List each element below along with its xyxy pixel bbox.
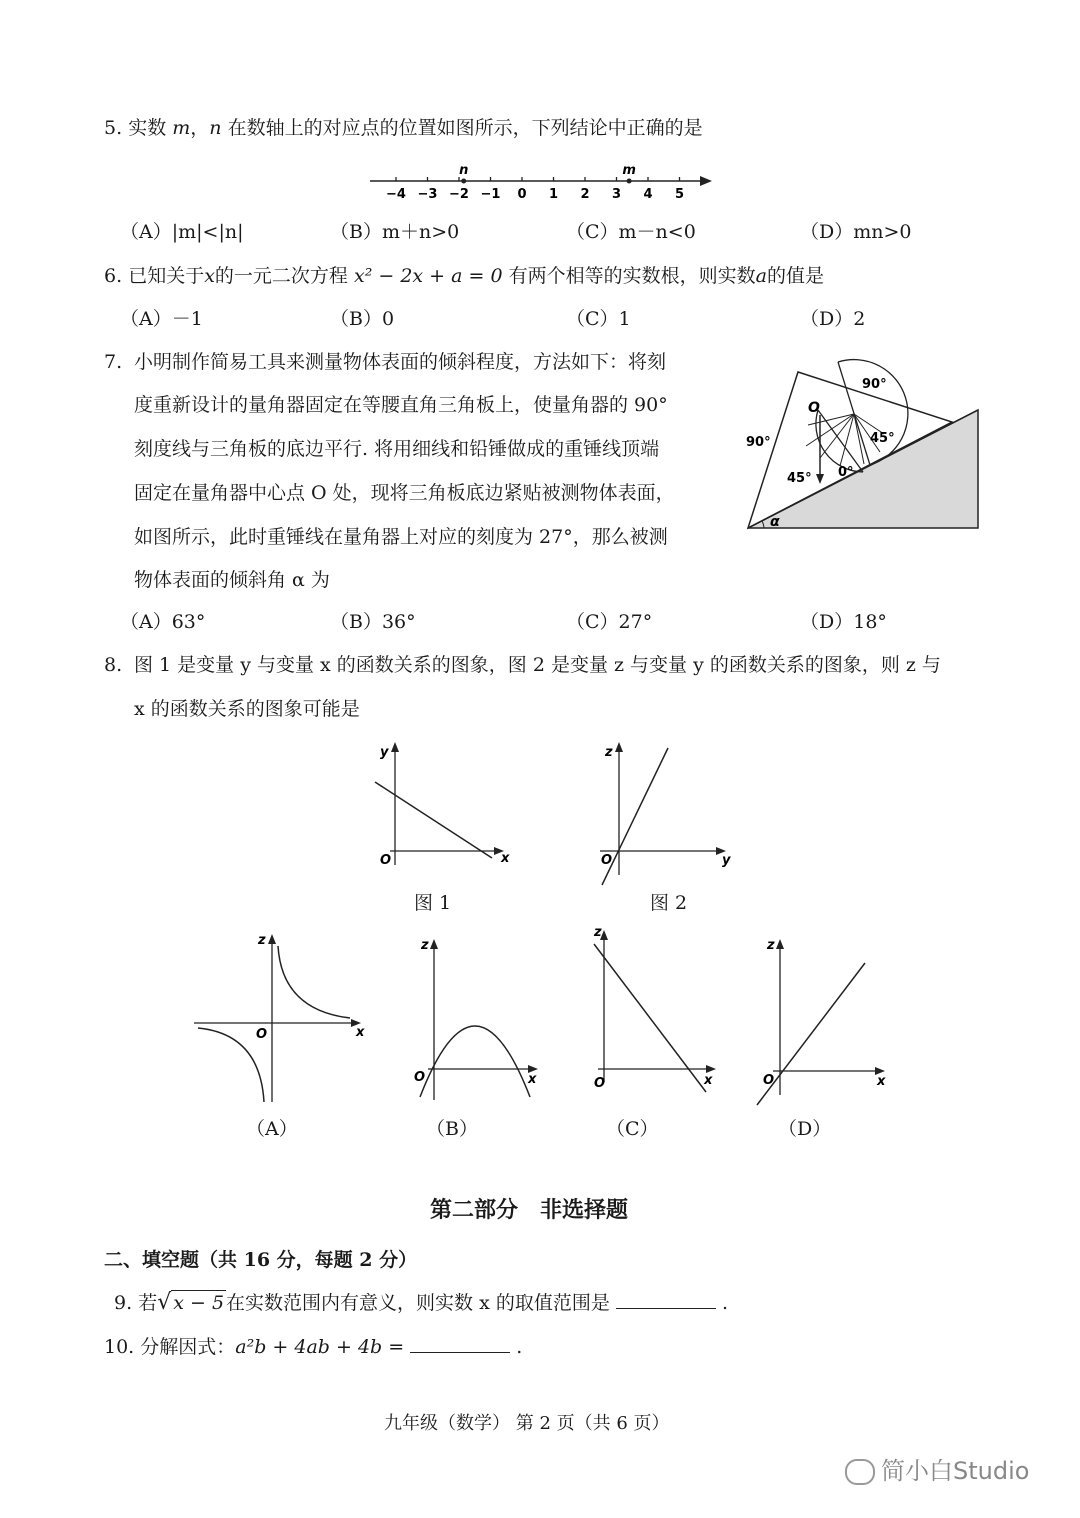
q5-number: 5. <box>104 117 123 139</box>
q6-stem-c: 有两个相等的实数根，则实数 <box>508 265 756 287</box>
q5-option-d: （D）mn>0 <box>800 221 912 243</box>
q7-number: 7. <box>104 351 123 373</box>
q8-fig2-origin: O <box>601 853 613 868</box>
q8-choice-b-caption: （B） <box>426 1118 478 1140</box>
q8-fig1-line <box>375 782 492 858</box>
q7-line-5: 如图所示，此时重锤线在量角器上对应的刻度为 27°，那么被测 <box>134 526 668 548</box>
q8-choice-a-curve-right <box>278 946 350 1018</box>
q8-choice-a-graph <box>190 930 375 1110</box>
q8-choice-c-xlabel: x <box>704 1073 713 1088</box>
q7-label-right: 45° <box>870 431 895 446</box>
q10-expr: a²b + 4ab + 4b = <box>235 1336 405 1358</box>
q8-choice-c-graph <box>588 922 728 1102</box>
q5-point-m-label: m <box>622 163 636 178</box>
q8-fig2 <box>592 740 742 888</box>
q7-label-center: O <box>808 400 820 416</box>
q6-var-a: a <box>755 265 767 287</box>
q8-choice-a-origin: O <box>256 1027 268 1042</box>
q8-choice-b-origin: O <box>414 1070 426 1085</box>
q8-fig1-origin: O <box>380 853 392 868</box>
q5-axis-tick-label: 0 <box>517 187 527 202</box>
q8-line-2: x 的函数关系的图象可能是 <box>134 698 360 720</box>
q5-axis-tick-label: −1 <box>480 187 501 202</box>
q5-number-line <box>360 160 720 205</box>
q10-answer-blank[interactable] <box>410 1334 510 1353</box>
q8-fig2-ylabel: z <box>605 745 613 760</box>
q7-label-left: 90° <box>746 435 771 450</box>
q8-fig1-caption: 图 1 <box>414 892 452 914</box>
q8-fig1 <box>370 740 520 880</box>
q9-number: 9. <box>114 1292 133 1314</box>
q7-option-d: （D）18° <box>800 611 887 633</box>
q10-number: 10. <box>104 1336 135 1358</box>
q8-fig2-xlabel: y <box>722 853 731 868</box>
q8-choice-a-caption: （A） <box>246 1118 298 1140</box>
q6-number: 6. <box>104 265 123 287</box>
q8-line-1: 图 1 是变量 y 与变量 x 的函数关系的图象，图 2 是变量 z 与变量 y 的函数关系的图象，则 z 与 <box>134 654 941 676</box>
q8-fig2-caption: 图 2 <box>650 892 688 914</box>
q8-choice-c-caption: （C） <box>606 1118 659 1140</box>
q5-axis-tick-label: −4 <box>386 187 406 202</box>
q5-axis-tick-label: −3 <box>417 187 438 202</box>
q5-point-n <box>461 179 466 184</box>
q8-choice-a-curve-left <box>198 1028 264 1102</box>
q8-choice-d-ylabel: z <box>767 938 775 953</box>
q9-radicand: x − 5 <box>173 1292 225 1314</box>
q8-choice-b-curve <box>420 1026 530 1097</box>
q5-axis-tick-label: 1 <box>548 187 559 202</box>
q8-choice-b-ylabel: z <box>421 938 429 953</box>
q7-label-bottom: 0° <box>838 465 854 480</box>
q9-pre: 若 <box>138 1292 158 1314</box>
q9-post: 在实数范围内有意义，则实数 x 的取值范围是 <box>226 1292 610 1314</box>
q10-end: . <box>516 1336 523 1358</box>
q8-choice-a-ylabel: z <box>258 933 266 948</box>
q8-choice-d-origin: O <box>763 1073 775 1088</box>
q9-end: . <box>721 1292 728 1314</box>
q5-stem <box>104 116 703 140</box>
q5-var-m: m <box>172 117 191 139</box>
q6-option-b: （B）0 <box>330 308 395 330</box>
q9: 9. 若√ x − 5 在实数范围内有意义，则实数 x 的取值范围是 . <box>114 1290 728 1315</box>
section-fill-blank: 二、填空题（共 16 分，每题 2 分） <box>104 1249 418 1271</box>
q8-choice-c-ylabel: z <box>594 925 602 940</box>
q7-option-b: （B）36° <box>330 611 416 633</box>
q7-label-top: 90° <box>862 377 887 392</box>
q10 <box>104 1334 522 1359</box>
q8-fig1-xlabel: x <box>501 851 510 866</box>
q7-option-a: （A）63° <box>120 611 206 633</box>
q8-choice-a-xlabel: x <box>356 1025 365 1040</box>
q5-axis-tick-label: 2 <box>580 187 590 202</box>
watermark-text: 简小白Studio <box>881 1457 1030 1485</box>
q8-choice-c-line <box>594 944 706 1092</box>
q5-stem-b: 在数轴上的对应点的位置如图所示，下列结论中正确的是 <box>227 117 703 139</box>
q8-number: 8. <box>104 654 123 676</box>
q5-stem-a: 实数 <box>128 117 167 139</box>
q7-line-4: 固定在量角器中心点 O 处，现将三角板底边紧贴被测物体表面， <box>134 482 675 504</box>
q6-stem-a: 已知关于 <box>128 265 205 287</box>
q5-axis-tick-label: 5 <box>674 187 685 202</box>
wechat-icon <box>845 1459 875 1485</box>
q8-choice-d-caption: （D） <box>778 1118 832 1140</box>
q7-line-2: 度重新设计的量角器固定在等腰直角三角板上，使量角器的 90° <box>134 394 668 416</box>
q8-choice-b-graph <box>410 935 550 1105</box>
q5-var-n: n <box>209 117 222 139</box>
q8-choice-c-origin: O <box>594 1076 606 1091</box>
q8-choice-d-graph <box>755 935 895 1110</box>
q5-option-c: （C）m－n<0 <box>566 221 696 243</box>
q6-option-c: （C）1 <box>566 308 631 330</box>
q6-option-d: （D）2 <box>800 308 866 330</box>
q6-equation: x² − 2x + a = 0 <box>353 265 503 287</box>
q7-line-6: 物体表面的倾斜角 α 为 <box>134 569 330 591</box>
q7-label-angle: α <box>770 514 780 530</box>
q7-line-3: 刻度线与三角板的底边平行. 将用细线和铅锤做成的重锤线顶端 <box>134 438 660 460</box>
q6-stem-d: 的值是 <box>766 265 824 287</box>
q5-option-a: （A）|m|<|n| <box>120 221 244 243</box>
q7-option-c: （C）27° <box>566 611 653 633</box>
q5-comma: ， <box>190 117 210 139</box>
q7-line-1: 小明制作简易工具来测量物体表面的倾斜程度，方法如下：将刻 <box>134 351 667 373</box>
q6-var-x: x <box>204 265 215 287</box>
watermark <box>845 1456 1029 1486</box>
q10-pre: 分解因式： <box>140 1336 236 1358</box>
q7-label-bottom-left: 45° <box>787 471 812 486</box>
q8-choice-b-xlabel: x <box>528 1072 537 1087</box>
q6-stem-b: 的一元二次方程 <box>214 265 348 287</box>
page-footer: 九年级（数学） 第 2 页（共 6 页） <box>384 1413 670 1434</box>
q5-point-m <box>627 179 632 184</box>
q5-axis-tick-label: 3 <box>611 187 622 202</box>
q5-option-b: （B）m＋n>0 <box>330 221 460 243</box>
q6-option-a: （A）－1 <box>120 308 203 330</box>
q7-protractor-figure <box>740 360 985 535</box>
q5-axis-tick-label: 4 <box>643 187 653 202</box>
q5-point-n-label: n <box>459 163 469 178</box>
q9-answer-blank[interactable] <box>616 1290 716 1309</box>
q8-choice-d-xlabel: x <box>877 1074 886 1089</box>
q8-fig1-ylabel: y <box>380 745 389 760</box>
q6-stem <box>104 264 824 288</box>
q5-axis-tick-label: −2 <box>449 187 469 202</box>
part2-title: 第二部分 非选择题 <box>430 1197 629 1223</box>
